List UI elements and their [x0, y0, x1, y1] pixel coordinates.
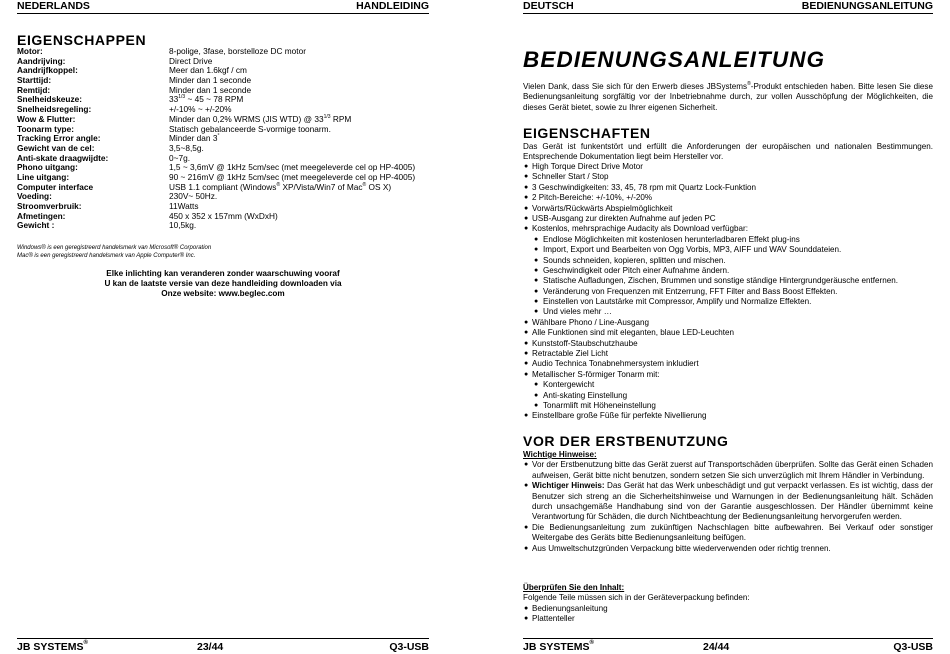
- feature-item: ● 2 Pitch-Bereiche: +/-10%, +/-20%: [524, 193, 653, 203]
- feature-subitem: ● Veränderung von Frequenzen mit Entzerrung, FFT Filter and Bass Boost Effekten.: [534, 286, 838, 296]
- spec-value: Minder dan 1 seconde: [169, 75, 252, 86]
- spec-key: Gewicht van de cel:: [17, 142, 95, 153]
- page-header: [17, 0, 429, 14]
- footer-model: Q3-USB: [389, 641, 429, 653]
- spec-value: Minder dan 3°: [169, 133, 220, 144]
- contents-block: [523, 583, 933, 625]
- hints-label: Wichtige Hinweise:: [523, 450, 597, 459]
- feature-subitem: ● Sounds schneiden, kopieren, splitten und mischen.: [534, 255, 726, 265]
- spec-key: Toonarm type:: [17, 123, 75, 134]
- feature-subitem: ● Kontergewicht: [534, 380, 595, 390]
- spec-key: Voeding:: [17, 191, 52, 202]
- page-footer: [523, 638, 933, 653]
- feature-subitem: ● Und vieles mehr …: [534, 307, 612, 317]
- header-language: NEDERLANDS: [17, 0, 90, 12]
- spec-key: Gewicht :: [17, 220, 55, 231]
- feature-list: [523, 162, 933, 422]
- spec-value: Minder dan 1 seconde: [169, 84, 252, 95]
- footer-page-number: 23/44: [197, 641, 224, 653]
- spec-table: [17, 47, 429, 231]
- spec-value: 90 ~ 216mV @ 1kHz 5cm/sec (met meegeleverde cel op HP-4005): [169, 171, 416, 182]
- spec-value: +/-10% ~ +/-20%: [169, 104, 232, 115]
- feature-subitem: ● Einstellen von Lautstärke mit Compressor, Amplify und Normalize Effekten.: [534, 297, 812, 307]
- page-right-german: [523, 0, 933, 654]
- spec-key: Afmetingen:: [17, 210, 66, 221]
- footer-brand: JB SYSTEMS®: [17, 640, 88, 653]
- spec-value: 3,5~8,5g.: [169, 142, 204, 153]
- feature-item: ● Einstellbare große Füße für perfekte Nivellierung: [524, 411, 707, 421]
- feature-item: ● Schneller Start / Stop: [524, 172, 609, 182]
- notice-block: [17, 269, 429, 300]
- feature-item: ● 3 Geschwindigkeiten: 33, 45, 78 rpm mit Quartz Lock-Funktion: [524, 182, 757, 192]
- spec-value: $33^{1/3}$ ~ 45 ~ 78 RPM: [169, 94, 244, 105]
- feature-subitem: ● Anti-skating Einstellung: [534, 390, 628, 400]
- document-title: BEDIENUNGSANLEITUNG: [523, 47, 826, 72]
- spec-value: 1,5 ~ 3,6mV @ 1kHz 5cm/sec (met meegeleverde cel op HP-4005): [169, 162, 416, 173]
- hint-item: ● Die Bedienungsanleitung zum zukünftigen Nachschlagen bitte aufbewahren. Bei Verkauf oder sonstiger Weitergabe des Geräts bitte Bedienungsanleitung beifügen.: [524, 522, 933, 543]
- spec-value: 0~7g.: [169, 152, 190, 163]
- contents-label: Überprüfen Sie den Inhalt:: [523, 583, 625, 592]
- spec-row: [17, 47, 429, 57]
- spec-key: Stroomverbruik:: [17, 201, 82, 211]
- trademark-windows: Windows® is een geregistreerd handelsmerk van Microsoft® Corporation: [17, 245, 212, 251]
- spec-key: Anti-skate draagwijdte:: [17, 152, 109, 163]
- hint-item: ● Aus Umweltschutzgründen Verpackung bitte wiederverwenden oder richtig trennen.: [524, 543, 831, 553]
- feature-item: ● Alle Funktionen sind mit eleganten, blaue LED-Leuchten: [524, 328, 735, 338]
- spec-value: Direct Drive: [169, 55, 213, 66]
- header-title: BEDIENUNGSANLEITUNG: [801, 0, 933, 12]
- spec-row: [17, 183, 429, 193]
- trademark-mac: Mac® is een geregistreerd handelsmerk van Apple Computer® Inc.: [17, 253, 196, 259]
- spec-key: Snelheidsregeling:: [17, 104, 92, 115]
- hint-item: ● Vor der Erstbenutzung bitte das Gerät zuerst auf Transportschäden überprüfen. Sollte das Gerät einen Schaden aufweisen, Gerät bitte nicht benutzen, sondern setzen Sie sich unverzüglich mit Ihrem Händler in Verbindung.: [524, 460, 933, 480]
- feature-subitem: ● Endlose Möglichkeiten mit kostenlosen herunterladbaren Effekt plug-ins: [534, 234, 800, 244]
- spec-value: Minder dan 0,2% WRMS (JIS WTD) @ $33^{1/3}$ RPM: [169, 113, 352, 124]
- spec-value: 230V~ 50Hz.: [169, 191, 218, 202]
- spec-key: Tracking Error angle:: [17, 133, 101, 144]
- spec-key: Starttijd:: [17, 75, 52, 86]
- spec-key: Line uitgang:: [17, 171, 70, 182]
- spec-key: Computer interface: [17, 181, 94, 192]
- spec-value: 10,5kg.: [169, 220, 197, 231]
- notice-line-3: Onze website: www.beglec.com: [161, 289, 285, 299]
- feature-item: ● Metallischer S-förmiger Tonarm mit:: [524, 369, 660, 379]
- footer-brand: JB SYSTEMS®: [523, 640, 594, 653]
- header-language: DEUTSCH: [523, 0, 574, 12]
- section-heading-eigenschappen: EIGENSCHAPPEN: [17, 32, 147, 48]
- spec-value: 11Watts: [169, 201, 199, 211]
- spec-key: Phono uitgang:: [17, 162, 78, 173]
- feature-item: ● Retractable Ziel Licht: [524, 349, 609, 359]
- hints-block: [523, 450, 933, 554]
- features-intro: Das Gerät ist funkentstört und erfüllt die Anforderungen der europäischen und nationalen Bestimmungen. Entsprechende Dokumentation liegt beim Hersteller vor.: [523, 142, 933, 162]
- page-header: [523, 0, 933, 14]
- contents-item: ● Bedienungsanleitung: [524, 603, 608, 613]
- spec-value: USB 1.1 compliant (Windows® XP/Vista/Win7 of Mac® OS X): [169, 181, 392, 192]
- footer-model: Q3-USB: [893, 641, 933, 653]
- spec-key: Aandrijving:: [17, 55, 66, 66]
- header-title: HANDLEIDING: [356, 0, 429, 12]
- section-heading-vor-der-erstbenutzung: VOR DER ERSTBENUTZUNG: [523, 433, 729, 449]
- feature-item: ● USB-Ausgang zur direkten Aufnahme auf jeden PC: [524, 213, 716, 223]
- feature-subitem: ● Import, Export und Bearbeiten von Ogg Vorbis, MP3, AIFF und WAV Sounddateien.: [534, 245, 842, 255]
- spec-value: Meer dan 1.6kgf / cm: [169, 65, 247, 76]
- hint-item: ● Wichtiger Hinweis: Das Gerät hat das Werk unbeschädigt und gut verpackt verlassen. Es ist wichtig, dass der Benutzer sich streng an die Sicherheitshinweise und Warnungen in der Bedienungsanleitung hält. Schäden durch unsachgemäße Handhabung sind von der Garantie ausgeschlossen. Der Händler übernimmt keine Verantwortung für Schäden, die durch Nichtbeachtung der Bedienungsanleitung hervorgerufen werden.: [524, 481, 933, 522]
- footer-page-number: 24/44: [703, 641, 730, 653]
- feature-item: ● High Torque Direct Drive Motor: [524, 162, 643, 171]
- spec-key: Snelheidskeuze:: [17, 94, 83, 105]
- feature-item: ● Kostenlos, mehrsprachige Audacity als Download verfügbar:: [524, 224, 748, 234]
- feature-subitem: ● Tonarmlift mit Höheneinstellung: [534, 400, 656, 410]
- feature-item: ● Vorwärts/Rückwärts Abspielmöglichkeit: [524, 203, 673, 213]
- section-heading-eigenschaften: EIGENSCHAFTEN: [523, 125, 651, 141]
- spec-key: Wow & Flutter:: [17, 113, 76, 124]
- spec-value: 450 x 352 x 157mm (WxDxH): [169, 210, 278, 221]
- spec-row: [17, 221, 429, 231]
- spec-key: Motor:: [17, 46, 43, 56]
- spec-value: Statisch gebalanceerde S-vormige toonarm.: [169, 123, 331, 134]
- feature-item: ● Audio Technica Tonabnehmersystem inkludiert: [524, 359, 699, 369]
- notice-line-2: U kan de laatste versie van deze handleiding downloaden via: [104, 279, 342, 289]
- spec-key: Remtijd:: [17, 84, 51, 95]
- spec-value: 8-polige, 3fase, borstelloze DC motor: [169, 46, 306, 56]
- feature-subitem: ● Geschwindigkeit oder Pitch einer Aufnahme ändern.: [534, 265, 730, 275]
- page-footer: [17, 638, 429, 653]
- contents-intro: Folgende Teile müssen sich in der Geräteverpackung befinden:: [523, 593, 750, 603]
- spec-key: Aandrijfkoppel:: [17, 65, 78, 76]
- feature-item: ● Kunststoff-Staubschutzhaube: [524, 338, 638, 348]
- feature-subitem: ● Statische Aufladungen, Zischen, Brummen und sonstige ständige Hintergrundgeräusche entfernen.: [534, 276, 898, 286]
- page-left-dutch: [17, 0, 429, 654]
- notice-line-1: Elke inlichting kan veranderen zonder waarschuwing vooraf: [106, 269, 340, 278]
- intro-paragraph: Vielen Dank, dass Sie sich für den Erwerb dieses JBSystems®-Produkt entschieden haben. Bitte lesen Sie diese Bedienungsanleitung sorgfältig vor der Inbetriebnahme durch, zur vollen Ausschöpfung der Möglichkeiten, die dieses Gerät bietet, sowie zu Ihrer eigenen Sicherheit.: [523, 81, 933, 112]
- feature-item: ● Wählbare Phono / Line-Ausgang: [524, 317, 649, 327]
- contents-item: ● Plattenteller: [524, 614, 575, 624]
- spec-row: [17, 212, 429, 222]
